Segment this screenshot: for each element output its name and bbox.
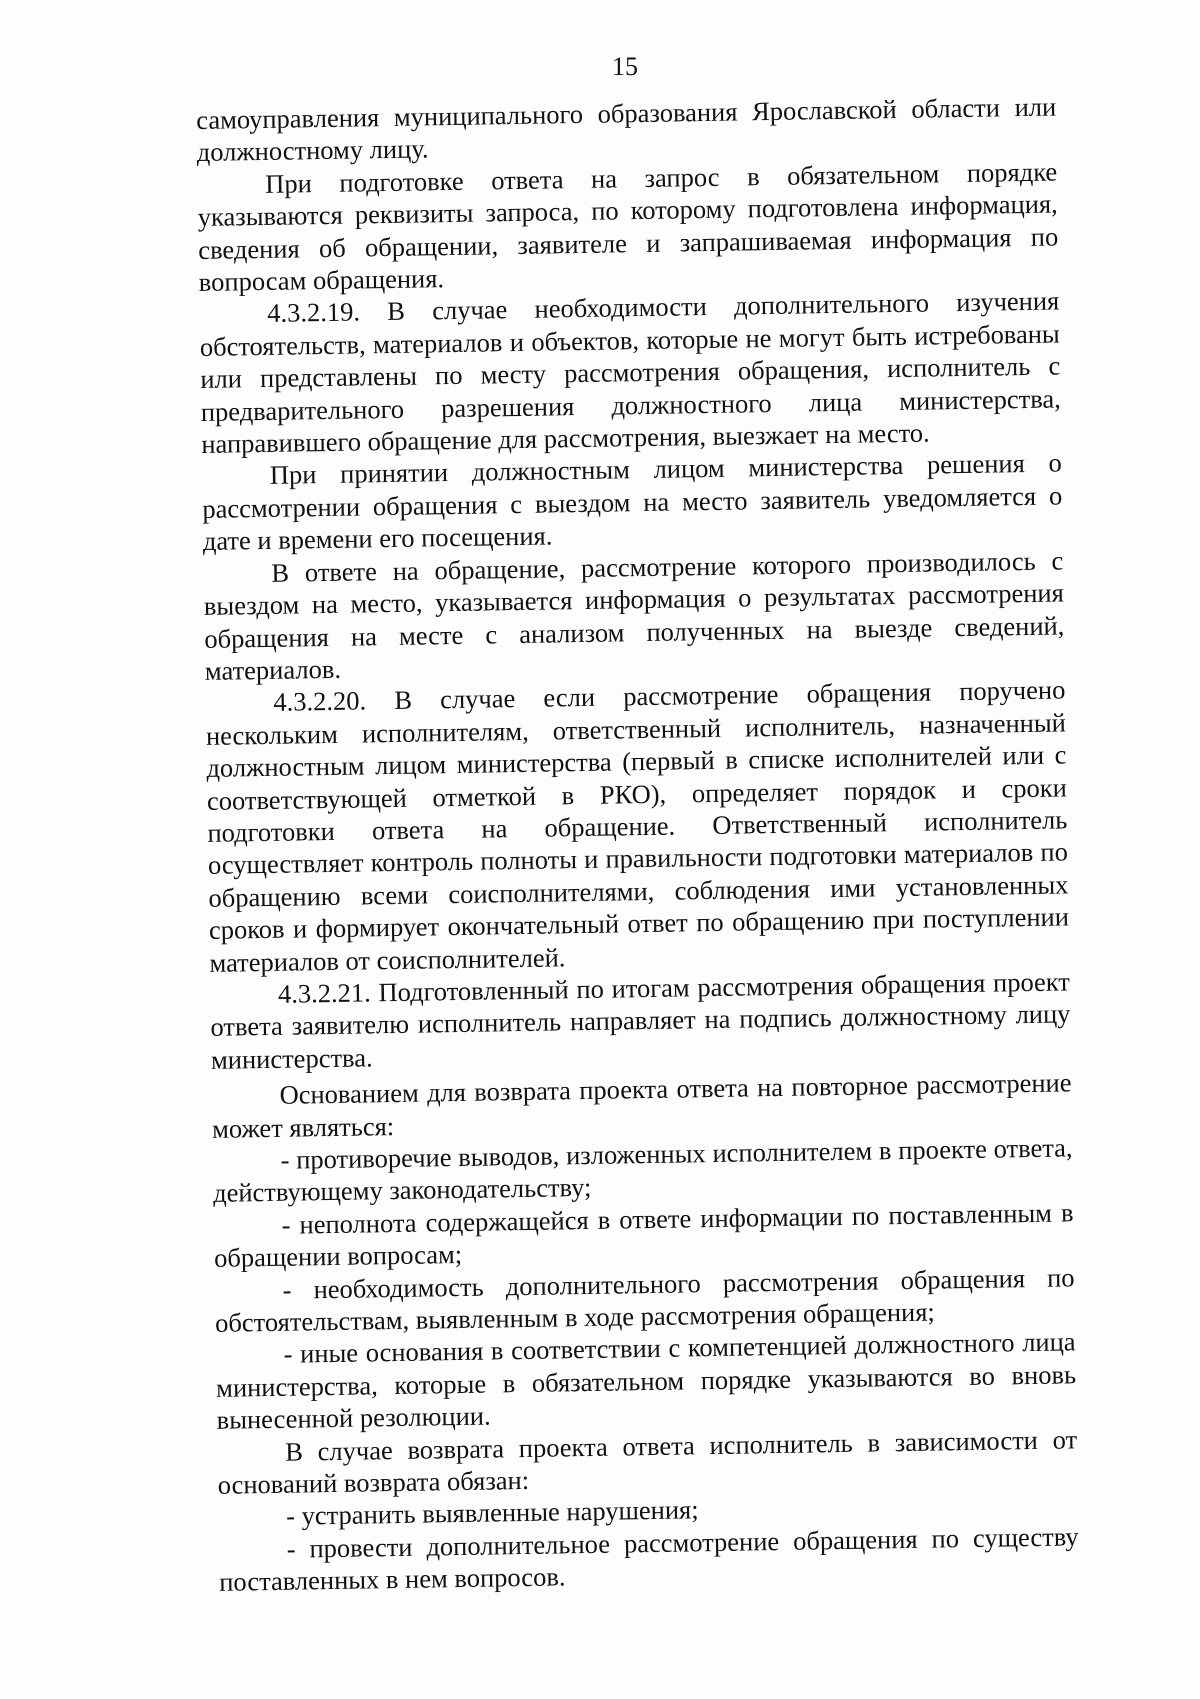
paragraph: 4.3.2.19. В случае необходимости дополнительного изучения обстоятельств, материалов и объектов, которые не могут быть истребованы или представлены по месту рассмотрения обращения, исполнитель с предварительного разрешения должностного лица министерства, направившего обращение для рассмотрения, выезжает на место. bbox=[199, 285, 1061, 460]
paragraph: При подготовке ответа на запрос в обязательном порядке указываются реквизиты запроса, по которому подготовлена информация, сведения об обращении, заявителе и запрашиваемая информация по вопросам обращения. bbox=[197, 156, 1059, 298]
list-item: - устранить выявленные нарушения; bbox=[285, 1494, 699, 1532]
paragraph: При принятии должностным лицом министерства решения о рассмотрении обращения с выездом на место заявитель уведомляется о дате и времени его посещения. bbox=[202, 447, 1063, 557]
list-item: - неполнота содержащейся в ответе информации по поставленным в обращении вопросам; bbox=[213, 1197, 1074, 1274]
list-item: - иные основания в соответствии с компетенцией должностного лица министерства, которые в обязательном порядке указываются во вновь вынесенной резолюции. bbox=[215, 1326, 1077, 1436]
paragraph: 4.3.2.20. В случае если рассмотрение обращения поручено нескольким исполнителям, ответственный исполнитель, назначенный должностным лицом министерства (первый в списке исполнителей или с соответствующей отметкой в РКО), определяет порядок и сроки подготовки ответа на обращение. Ответственный исполнитель осуществляет контроль полноты и правильности подготовки материалов по обращению всеми соисполнителями, соблюдения ими установленных сроков и формирует окончательный ответ по обращению при поступлении материалов от соисполнителей. bbox=[205, 674, 1070, 978]
paragraph: Основанием для возврата проекта ответа на повторное рассмотрение может являться: bbox=[211, 1067, 1072, 1144]
document-body bbox=[196, 90, 1079, 1598]
paragraph: В ответе на обращение, рассмотрение которого производилось с выездом на место, указывается информация о результатах рассмотрения обращения на месте с анализом полученных на выезде сведений, материалов. bbox=[203, 545, 1065, 686]
page-number: 15 bbox=[612, 52, 638, 81]
paragraph: самоуправления муниципального образования Ярославской области или должностному лицу. bbox=[196, 91, 1057, 168]
list-item: - провести дополнительное рассмотрение обращения по существу поставленных в нем вопросов. bbox=[218, 1521, 1079, 1598]
list-item: - противоречие выводов, изложенных исполнителем в проекте ответа, действующему законодательству; bbox=[212, 1132, 1073, 1209]
list-item: - необходимость дополнительного рассмотрения обращения по обстоятельствам, выявленным в ходе рассмотрения обращения; bbox=[214, 1261, 1075, 1338]
paragraph: 4.3.2.21. Подготовленный по итогам рассмотрения обращения проект ответа заявителю исполнитель направляет на подпись должностному лицу министерства. bbox=[210, 966, 1071, 1075]
paragraph: В случае возврата проекта ответа исполнитель в зависимости от оснований возврата обязан: bbox=[217, 1423, 1078, 1500]
